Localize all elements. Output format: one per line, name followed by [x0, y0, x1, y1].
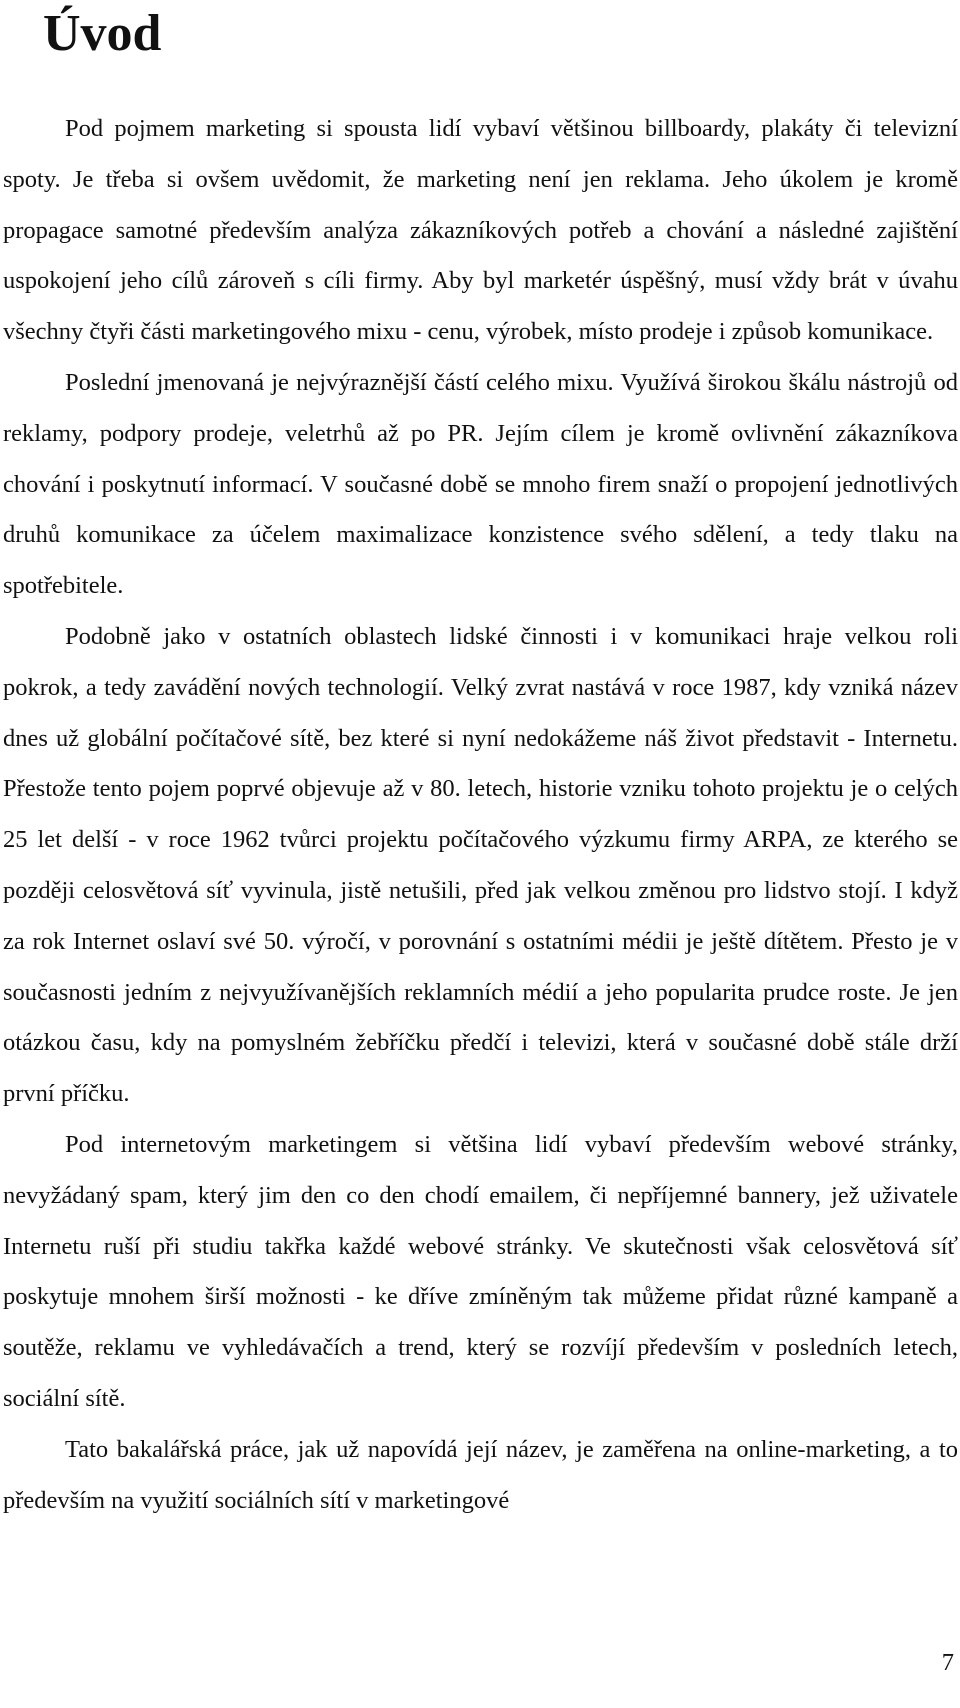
- page-heading: Úvod: [43, 5, 162, 62]
- paragraph-1: Pod pojmem marketing si spousta lidí vybaví většinou billboardy, plakáty či televizní spoty. Je třeba si ovšem uvědomit, že marketing není jen reklama. Jeho úkolem je kromě propagace samotné především analýza zákazníkových potřeb a chování a následné zajištění uspokojení jeho cílů zároveň s cíli firmy. Aby byl marketér úspěšný, musí vždy brát v úvahu všechny čtyři části marketingového mixu - cenu, výrobek, místo prodeje i způsob komunikace.: [3, 115, 958, 346]
- page-number: 7: [941, 1649, 954, 1676]
- paragraph-2: Poslední jmenovaná je nejvýraznější částí celého mixu. Využívá širokou škálu nástrojů od reklamy, podpory prodeje, veletrhů až po PR. Jejím cílem je kromě ovlivnění zákazníkova chování i poskytnutí informací. V současné době se mnoho firem snaží o propojení jednotlivých druhů komunikace za účelem maximalizace konzistence svého sdělení, a tedy tlaku na spotřebitele.: [3, 368, 958, 600]
- paragraph-4: Pod internetovým marketingem si většina lidí vybaví především webové stránky, nevyžádaný spam, který jim den co den chodí emailem, či nepříjemné bannery, jež uživatele Internetu ruší při studiu takřka každé webové stránky. Ve skutečnosti však celosvětová síť poskytuje mnohem širší možnosti - ke dříve zmíněným tak můžeme přidat různé kampaně a soutěže, reklamu ve vyhledávačích a trend, který se rozvíjí především v posledních letech, sociální sítě.: [3, 1130, 958, 1412]
- paragraph-3: Podobně jako v ostatních oblastech lidské činnosti i v komunikaci hraje velkou roli pokrok, a tedy zavádění nových technologií. Velký zvrat nastává v roce 1987, kdy vzniká název dnes už globální počítačové sítě, bez které si nyní nedokážeme náš život představit - Internetu. Přestože tento pojem poprvé objevuje až v 80. letech, historie vzniku tohoto projektu je o celých 25 let delší - v roce 1962 tvůrci projektu počítačového výzkumu firmy ARPA, ze kterého se později celosvětová síť vyvinula, jistě netušili, před jak velkou změnou pro lidstvo stojí. I když za rok Internet oslaví své 50. výročí, v porovnání s ostatními médii je ještě dítětem. Přesto je v současnosti jedním z nejvyužívanějších reklamních médií a jeho popularita prudce roste. Je jen otázkou času, kdy na pomyslném žebříčku předčí i televizi, která v současné době stále drží první příčku.: [3, 622, 958, 1108]
- paragraph-5: Tato bakalářská práce, jak už napovídá její název, je zaměřena na online-marketing, a to především na využití sociálních sítí v marketingové: [3, 1435, 958, 1514]
- body-text: [3, 104, 958, 1526]
